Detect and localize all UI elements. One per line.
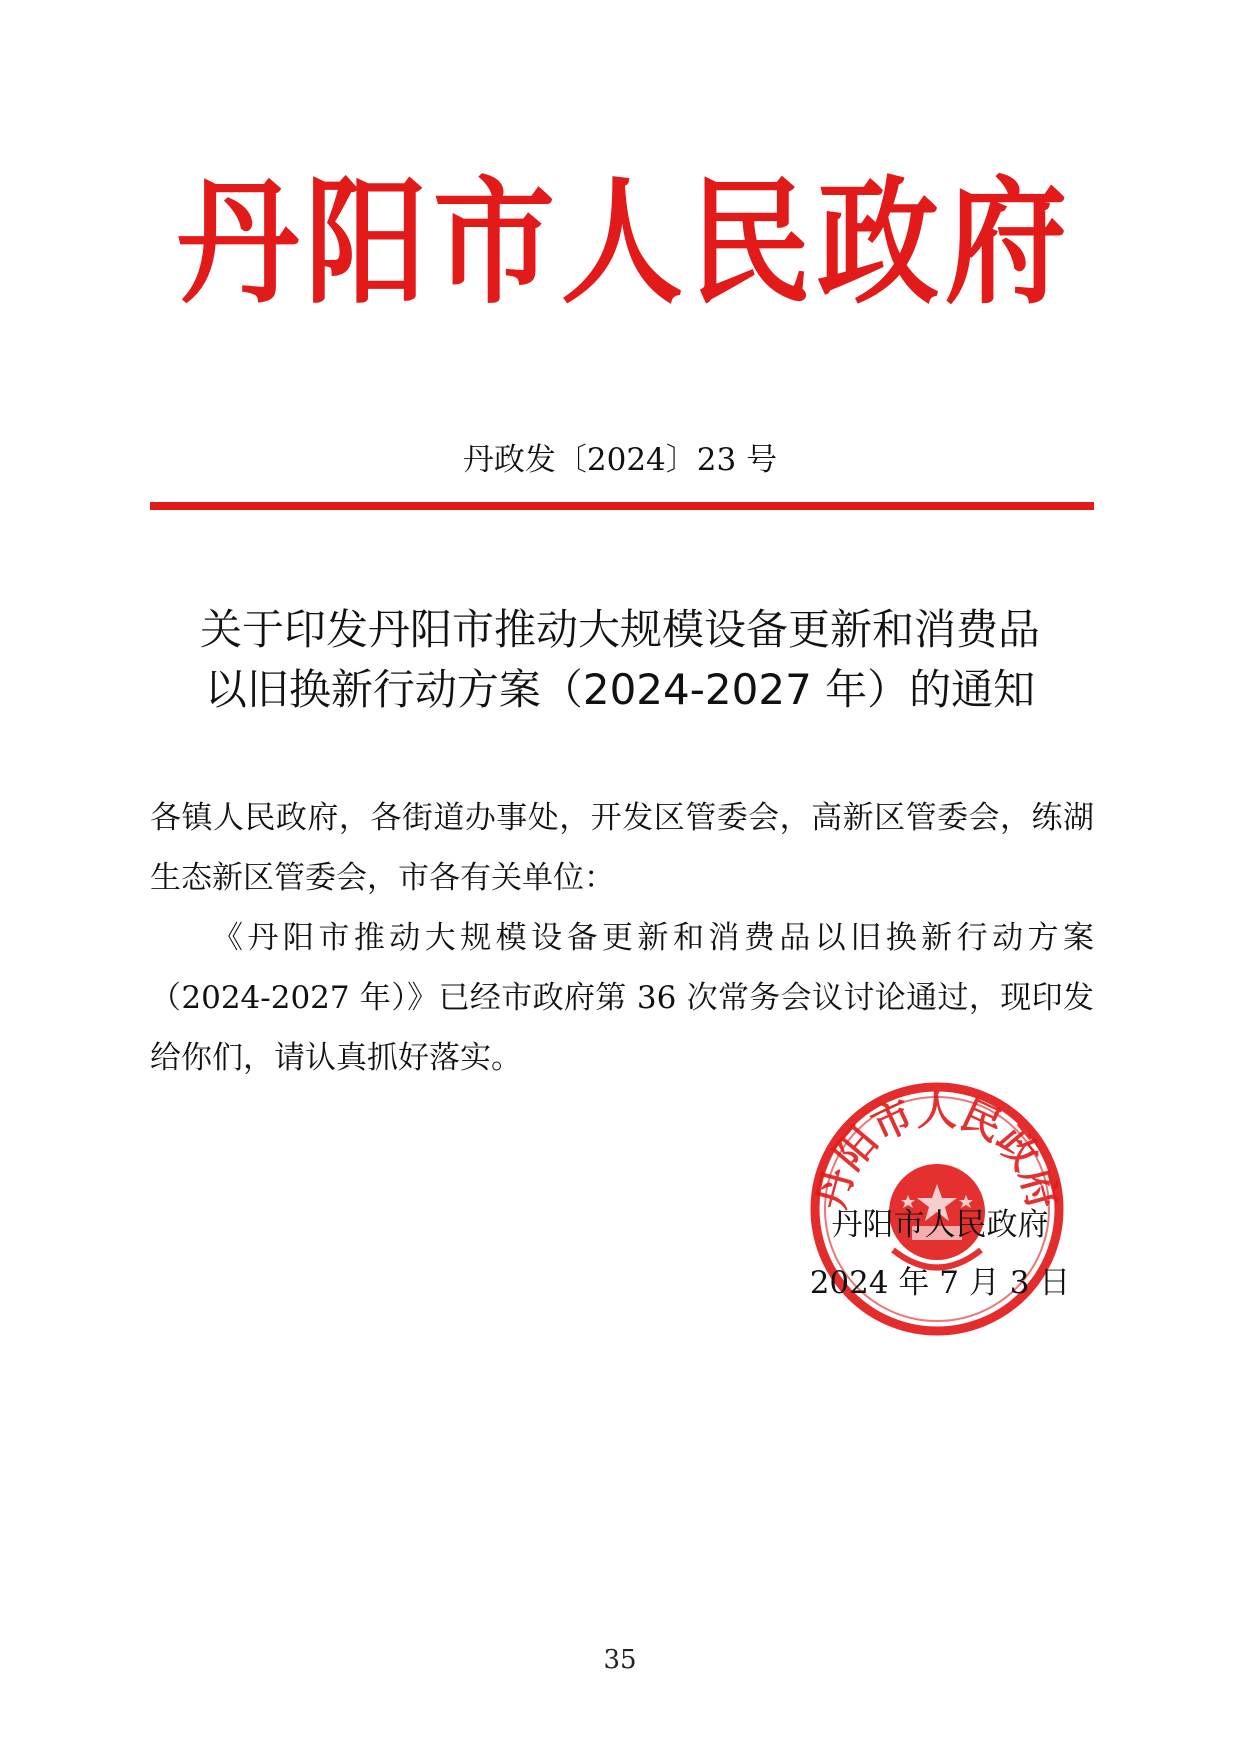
seal-text: 丹阳市人民政府 bbox=[808, 1088, 1066, 1215]
signature-block bbox=[790, 1196, 1090, 1312]
document-number: 丹政发〔2024〕23 号 bbox=[462, 442, 778, 478]
document-title bbox=[140, 600, 1100, 720]
red-divider-rule bbox=[150, 502, 1094, 510]
title-line-2: 以旧换新行动方案（2024-2027 年）的通知 bbox=[204, 665, 1036, 714]
issue-date: 2024 年 7 月 3 日 bbox=[809, 1265, 1071, 1301]
title-line-1: 关于印发丹阳市推动大规模设备更新和消费品 bbox=[199, 605, 1040, 654]
document-body bbox=[150, 788, 1094, 1088]
recipients-paragraph: 各镇人民政府，各街道办事处，开发区管委会，高新区管委会，练湖生态新区管委会，市各有关单位： bbox=[150, 800, 1094, 896]
issuer-name: 丹阳市人民政府 bbox=[831, 1207, 1049, 1243]
page-number: 35 bbox=[603, 1645, 637, 1675]
body-paragraph: 《丹阳市推动大规模设备更新和消费品以旧换新行动方案（2024-2027 年）》已经市政府第 36 次常务会议讨论通过，现印发给你们，请认真抓好落实。 bbox=[150, 920, 1094, 1076]
masthead-title: 丹阳市人民政府 bbox=[177, 161, 1073, 323]
